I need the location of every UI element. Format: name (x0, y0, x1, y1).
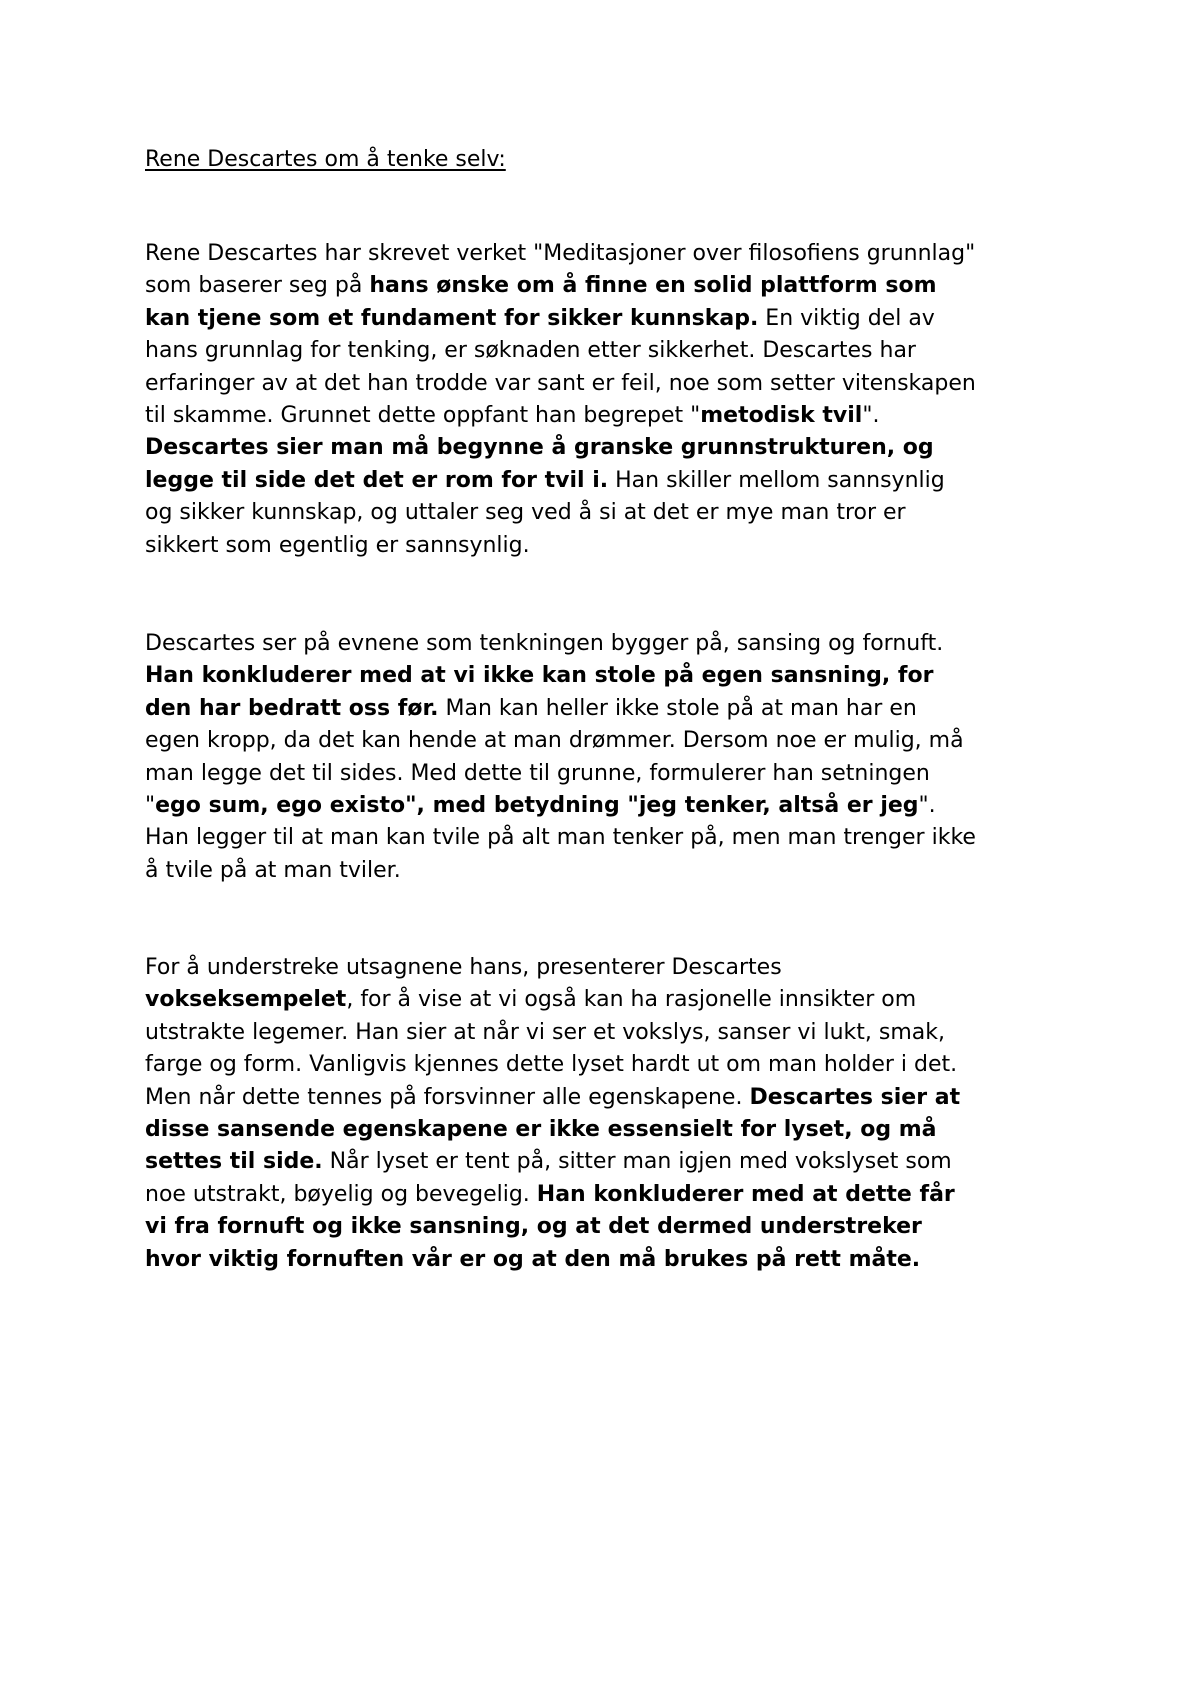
bold-text-run: Descartes sier at (749, 1084, 961, 1110)
text-line (145, 822, 1075, 854)
text-line (145, 1049, 1075, 1081)
text-line (145, 984, 1075, 1016)
text-run: Når lyset er tent på, sitter man igjen med vokslyset som (322, 1149, 952, 1175)
text-run: " (145, 793, 156, 819)
paragraph-3 (145, 952, 1075, 1276)
bold-text-run: kan tjene som et fundament for sikker kunnskap. (145, 305, 759, 331)
text-run: egen kropp, da det kan hende at man drømmer. Dersom noe er mulig, må (145, 728, 964, 754)
bold-text-run: Han konkluderer med at dette får (536, 1181, 955, 1207)
text-run: Han skiller mellom sannsynlig (608, 467, 945, 493)
text-run: Rene Descartes har skrevet verket "Meditasjoner over filosofiens grunnlag" (145, 241, 976, 266)
bold-text-run: Han konkluderer med at vi ikke kan stole på egen sansning, for (145, 663, 934, 689)
text-run: til skamme. Grunnet dette oppfant han begrepet " (145, 403, 701, 429)
bold-text-run: ego sum, ego existo", med betydning "jeg tenker, altså er jeg (155, 793, 919, 819)
text-line (145, 1082, 1075, 1114)
bold-text-run: legge til side det det er rom for tvil i. (145, 467, 609, 493)
text-line (145, 530, 1075, 562)
text-line (145, 1017, 1075, 1049)
text-run: og sikker kunnskap, og uttaler seg ved å si at det er mye man tror er (145, 500, 906, 526)
bold-text-run: vi fra fornuft og ikke sansning, og at det dermed understreker (145, 1214, 922, 1240)
text-run: En viktig del av (758, 305, 935, 331)
bold-text-run: Descartes sier man må begynne å granske grunnstrukturen, og (145, 435, 934, 461)
text-line (145, 628, 1075, 660)
text-run: ". (862, 403, 880, 429)
text-run: farge og form. Vanligvis kjennes dette lyset hardt ut om man holder i det. (145, 1052, 958, 1078)
bold-text-run: disse sansende egenskapene er ikke essensielt for lyset, og må (145, 1117, 937, 1143)
text-line (145, 758, 1075, 790)
text-run: sikkert som egentlig er sannsynlig. (145, 532, 530, 558)
text-line (145, 725, 1075, 757)
text-line (145, 497, 1075, 529)
text-line (145, 1211, 1075, 1243)
bold-text-run: metodisk tvil (700, 403, 863, 429)
text-line (145, 855, 1075, 887)
text-line (145, 238, 1075, 270)
text-run: å tvile på at man tviler. (145, 857, 401, 883)
text-line (145, 1244, 1075, 1276)
text-run: For å understreke utsagnene hans, presenterer Descartes (145, 955, 782, 980)
text-run: utstrakte legemer. Han sier at når vi ser et vokslys, sanser vi lukt, smak, (145, 1019, 946, 1045)
text-line (145, 270, 1075, 302)
paragraph-1 (145, 238, 1075, 562)
bold-text-run: settes til side. (145, 1149, 323, 1175)
text-line (145, 465, 1075, 497)
text-line (145, 432, 1075, 464)
text-line (145, 303, 1075, 335)
text-run: hans grunnlag for tenking, er søknaden etter sikkerhet. Descartes har (145, 338, 916, 364)
text-run: Descartes ser på evnene som tenkningen bygger på, sansing og fornuft. (145, 631, 944, 656)
text-run: Man kan heller ikke stole på at man har en (438, 695, 917, 721)
text-run: ". (918, 793, 936, 819)
bold-text-run: den har bedratt oss før. (145, 695, 439, 721)
text-line (145, 660, 1075, 692)
text-line (145, 1179, 1075, 1211)
text-run: Han legger til at man kan tvile på alt man tenker på, men man trenger ikke (145, 825, 976, 851)
text-line (145, 693, 1075, 725)
text-line (145, 952, 1075, 984)
text-run: erfaringer av at det han trodde var sant er feil, noe som setter vitenskapen (145, 370, 976, 396)
bold-text-run: hans ønske om å finne en solid plattform som (369, 273, 937, 299)
paragraph-2 (145, 628, 1075, 887)
bold-text-run: vokseksempelet (145, 987, 347, 1013)
text-line (145, 1114, 1075, 1146)
text-run: noe utstrakt, bøyelig og bevegelig. (145, 1181, 537, 1207)
document-title: Rene Descartes om å tenke selv: (145, 147, 506, 172)
text-run: , for å vise at vi også kan ha rasjonelle innsikter om (346, 987, 917, 1013)
text-line (145, 400, 1075, 432)
text-line (145, 1146, 1075, 1178)
text-line (145, 368, 1075, 400)
text-run: som baserer seg på (145, 273, 370, 299)
bold-text-run: hvor viktig fornuften vår er og at den må brukes på rett måte. (145, 1246, 921, 1272)
text-line (145, 335, 1075, 367)
text-line (145, 790, 1075, 822)
text-run: Men når dette tennes på forsvinner alle egenskapene. (145, 1084, 750, 1110)
text-run: man legge det til sides. Med dette til grunne, formulerer han setningen (145, 760, 930, 786)
